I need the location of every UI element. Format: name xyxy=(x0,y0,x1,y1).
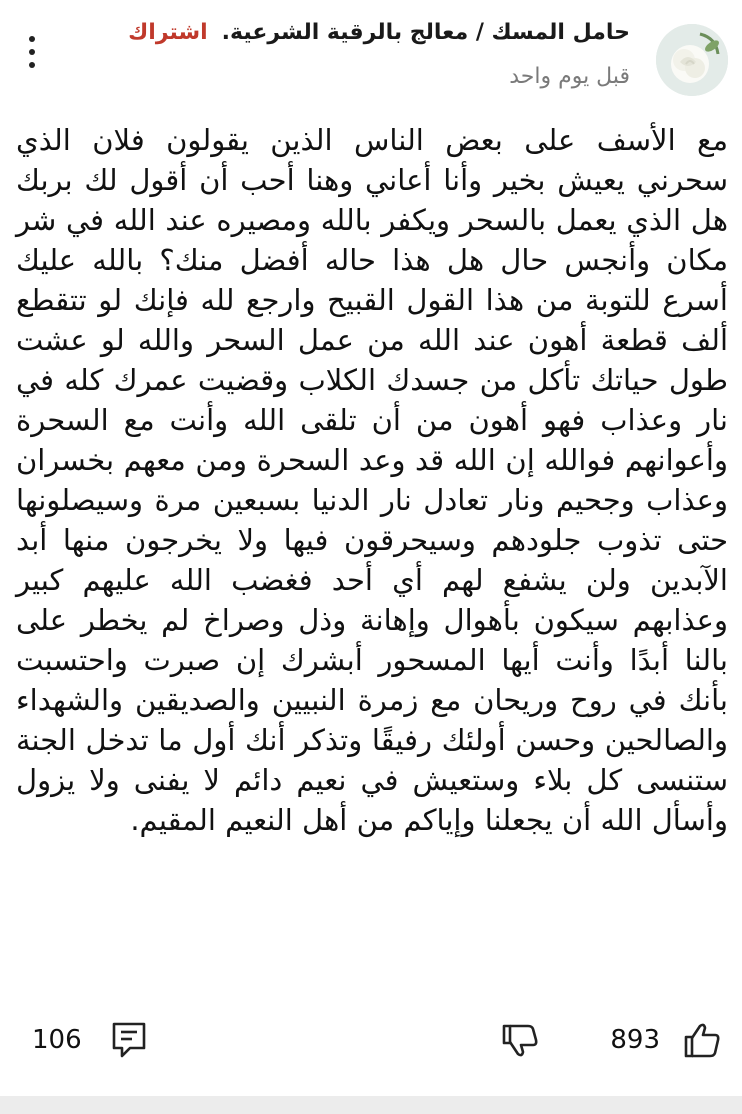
post-body xyxy=(16,120,728,840)
post-header xyxy=(0,14,742,104)
comment-icon xyxy=(110,1020,150,1060)
vertical-ellipsis-icon[interactable] xyxy=(20,36,44,76)
thumbs-down-icon xyxy=(500,1020,540,1060)
thumbs-up-icon xyxy=(682,1020,722,1060)
author-avatar[interactable] xyxy=(656,24,728,96)
comment-count: 106 xyxy=(32,1025,82,1055)
post-actions xyxy=(0,1016,742,1066)
post-timestamp: قبل يوم واحد xyxy=(509,64,630,89)
post-body-text: مع الأسف على بعض الناس الذين يقولون فلان الذي سحرني يعيش بخير وأنا أعاني وهنا أحب أن أقول لك بربك هل الذي يعمل بالسحر ويكفر بالله ومصيره عند الله في شر مكان وأنجس حال هل هذا حاله أفضل منك؟ بالله عليك أسرع للتوبة من هذا القول القبيح وارجع لله فإنك لو تتقطع ألف قطعة أهون عند الله من عمل السحر والله لو عشت طول حياتك تأكل من جسدك الكلاب وقضيت عمرك كله في نار وعذاب فهو أهون من أن تلقى الله وأنت مع السحرة وأعوانهم فوالله إن الله قد وعد السحرة ومن معهم بخسران وعذاب وجحيم ونار تعادل نار الدنيا بسبعين مرة وسيصلونها حتى تذوب جلودهم وسيحرقون فيها ولا يخرجون منها أبد الآبدين ولن يشفع لهم أي أحد فغضب الله عليهم كبير وعذابهم سيكون بأهوال وإهانة وذل وصراخ لم يخطر على بالنا أبدًا وأنت أيها المسحور أبشرك إن صبرت واحتسبت بأنك في روح وريحان مع زمرة النبيين والصديقين والشهداء والصالحين وحسن أولئك رفيقًا وتذكر أنك أول ما تدخل الجنة ستنسى كل بلاء وستعيش في نعيم دائم لا يفنى ولا يزول وأسأل الله أن يجعلنا وإياكم من أهل النعيم المقيم. xyxy=(16,123,728,837)
like-button[interactable] xyxy=(610,1016,722,1064)
author-name[interactable]: حامل المسك / معالج بالرقية الشرعية. xyxy=(221,20,630,45)
bottom-divider xyxy=(0,1096,742,1114)
comment-button[interactable] xyxy=(32,1016,150,1064)
white-rose-avatar xyxy=(656,24,728,96)
like-count: 893 xyxy=(610,1025,660,1055)
dislike-button[interactable] xyxy=(500,1016,540,1064)
author-line xyxy=(128,20,630,45)
subscribe-button[interactable]: اشتراك xyxy=(128,20,208,45)
